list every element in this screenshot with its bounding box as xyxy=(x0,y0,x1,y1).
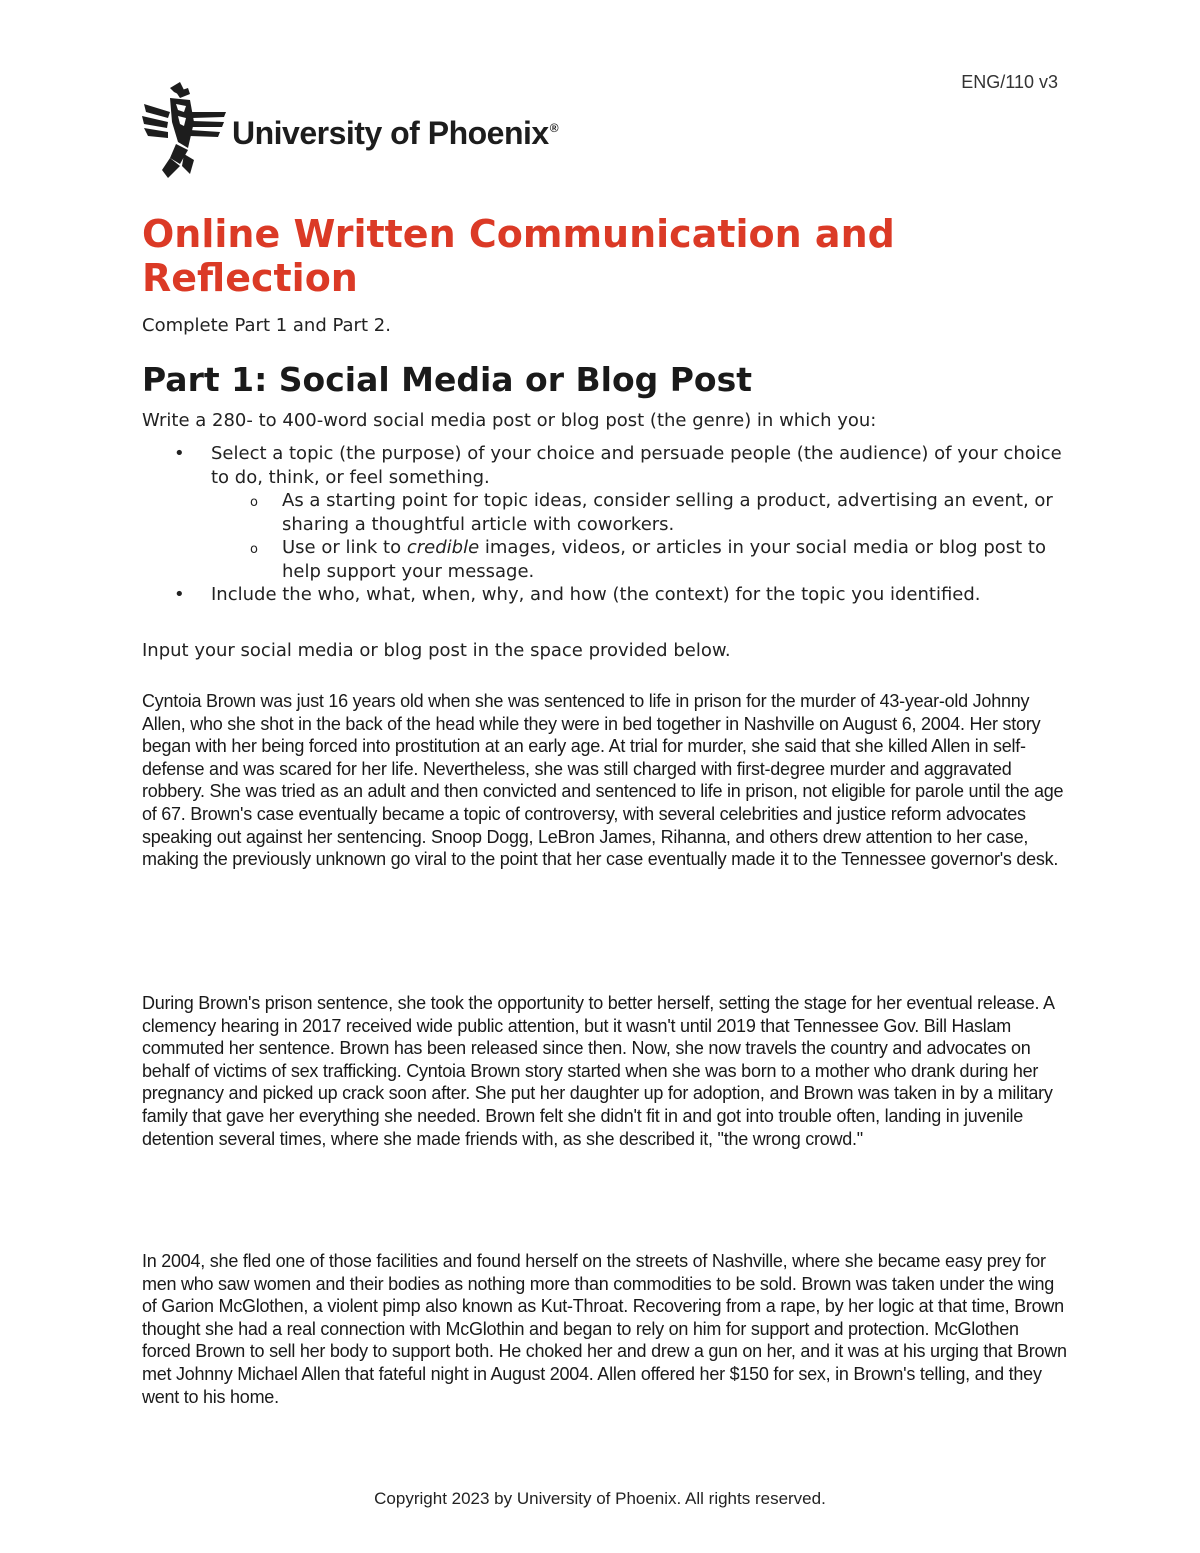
list-item xyxy=(211,489,1062,536)
sub-bullet-text: Use or link to credible images, videos, or articles in your social media or blog post to help support your message. xyxy=(282,537,1046,582)
emphasis-credible: credible xyxy=(406,537,480,558)
logo-wordmark: University of Phoenix® xyxy=(232,114,559,151)
bullet-text: Include the who, what, when, why, and how (the context) for the topic you identified. xyxy=(211,584,981,605)
course-code: ENG/110 v3 xyxy=(961,72,1058,92)
circle-bullet-icon: o xyxy=(250,495,258,510)
post-paragraph-3: In 2004, she fled one of those facilities and found herself on the streets of Nashville, where she became easy prey for men who saw women and their bodies as nothing more than commodities to be sold. Brown was taken under the wing of Garion McGlothen, a violent pimp also known as Kut-Throat. Recovering from a rape, by her logic at that time, Brown thought she had a real connection with McGlothin and began to rely on him for support and protection. McGlothen forced Brown to sell her body to support both. He choked her and drew a gun on her, and it was at his urging that Brown met Johnny Michael Allen that fateful night in August 2004. Allen offered her $150 for sex, in Brown's telling, and they went to his home. xyxy=(142,1251,1067,1407)
list-item xyxy=(142,442,1062,583)
input-instruction: Input your social media or blog post in the space provided below. xyxy=(142,640,731,661)
circle-bullet-icon: o xyxy=(250,542,258,557)
phoenix-bird-icon xyxy=(140,82,226,178)
copyright-footer: Copyright 2023 by University of Phoenix. All rights reserved. xyxy=(374,1489,826,1508)
part1-heading: Part 1: Social Media or Blog Post xyxy=(142,360,753,399)
post-paragraph-1: Cyntoia Brown was just 16 years old when she was sentenced to life in prison for the murder of 43-year-old Johnny Allen, who she shot in the back of the head while they were in bed together in Nashville on August 6, 2004. Her story began with her being forced into prostitution at an early age. At trial for murder, she said that she killed Allen in self-defense and was scared for her life. Nevertheless, she was still charged with first-degree murder and aggravated robbery. She was tried as an adult and then convicted and sentenced to life in prison, not eligible for parole until the age of 67. Brown's case eventually became a topic of controversy, with several celebrities and justice reform advocates speaking out against her sentencing. Snoop Dogg, LeBron James, Rihanna, and others drew attention to her case, making the previously unknown go viral to the point that her case eventually made it to the Tennessee governor's desk. xyxy=(142,691,1064,870)
page-title: Online Written Communication and Reflection xyxy=(142,212,895,300)
university-logo xyxy=(140,82,558,178)
intro-text: Complete Part 1 and Part 2. xyxy=(142,315,391,336)
bullet-icon: • xyxy=(174,584,185,605)
list-item xyxy=(211,536,1062,583)
sub-list xyxy=(211,489,1062,583)
list-item xyxy=(142,583,1062,607)
assignment-prompt: Write a 280- to 400-word social media post or blog post (the genre) in which you: xyxy=(142,410,877,431)
bullet-icon: • xyxy=(174,443,185,464)
post-paragraph-2: During Brown's prison sentence, she took the opportunity to better herself, setting the stage for her eventual release. A clemency hearing in 2017 received wide public attention, but it wasn't until 2019 that Tennessee Gov. Bill Haslam commuted her sentence. Brown has been released since then. Now, she now travels the country and advocates on behalf of victims of sex trafficking. Cyntoia Brown story started when she was born to a mother who drank during her pregnancy and picked up crack soon after. She put her daughter up for adoption, and Brown was taken in by a military family that gave her everything she needed. Brown felt she didn't fit in and got into trouble often, landing in juvenile detention several times, where she made friends with, as she described it, "the wrong crowd." xyxy=(142,993,1054,1149)
bullet-text: Select a topic (the purpose) of your choice and persuade people (the audience) of your choice to do, think, or feel something. xyxy=(211,443,1062,488)
sub-bullet-text: As a starting point for topic ideas, consider selling a product, advertising an event, or sharing a thoughtful article with coworkers. xyxy=(282,490,1053,535)
requirements-list xyxy=(142,442,1062,607)
